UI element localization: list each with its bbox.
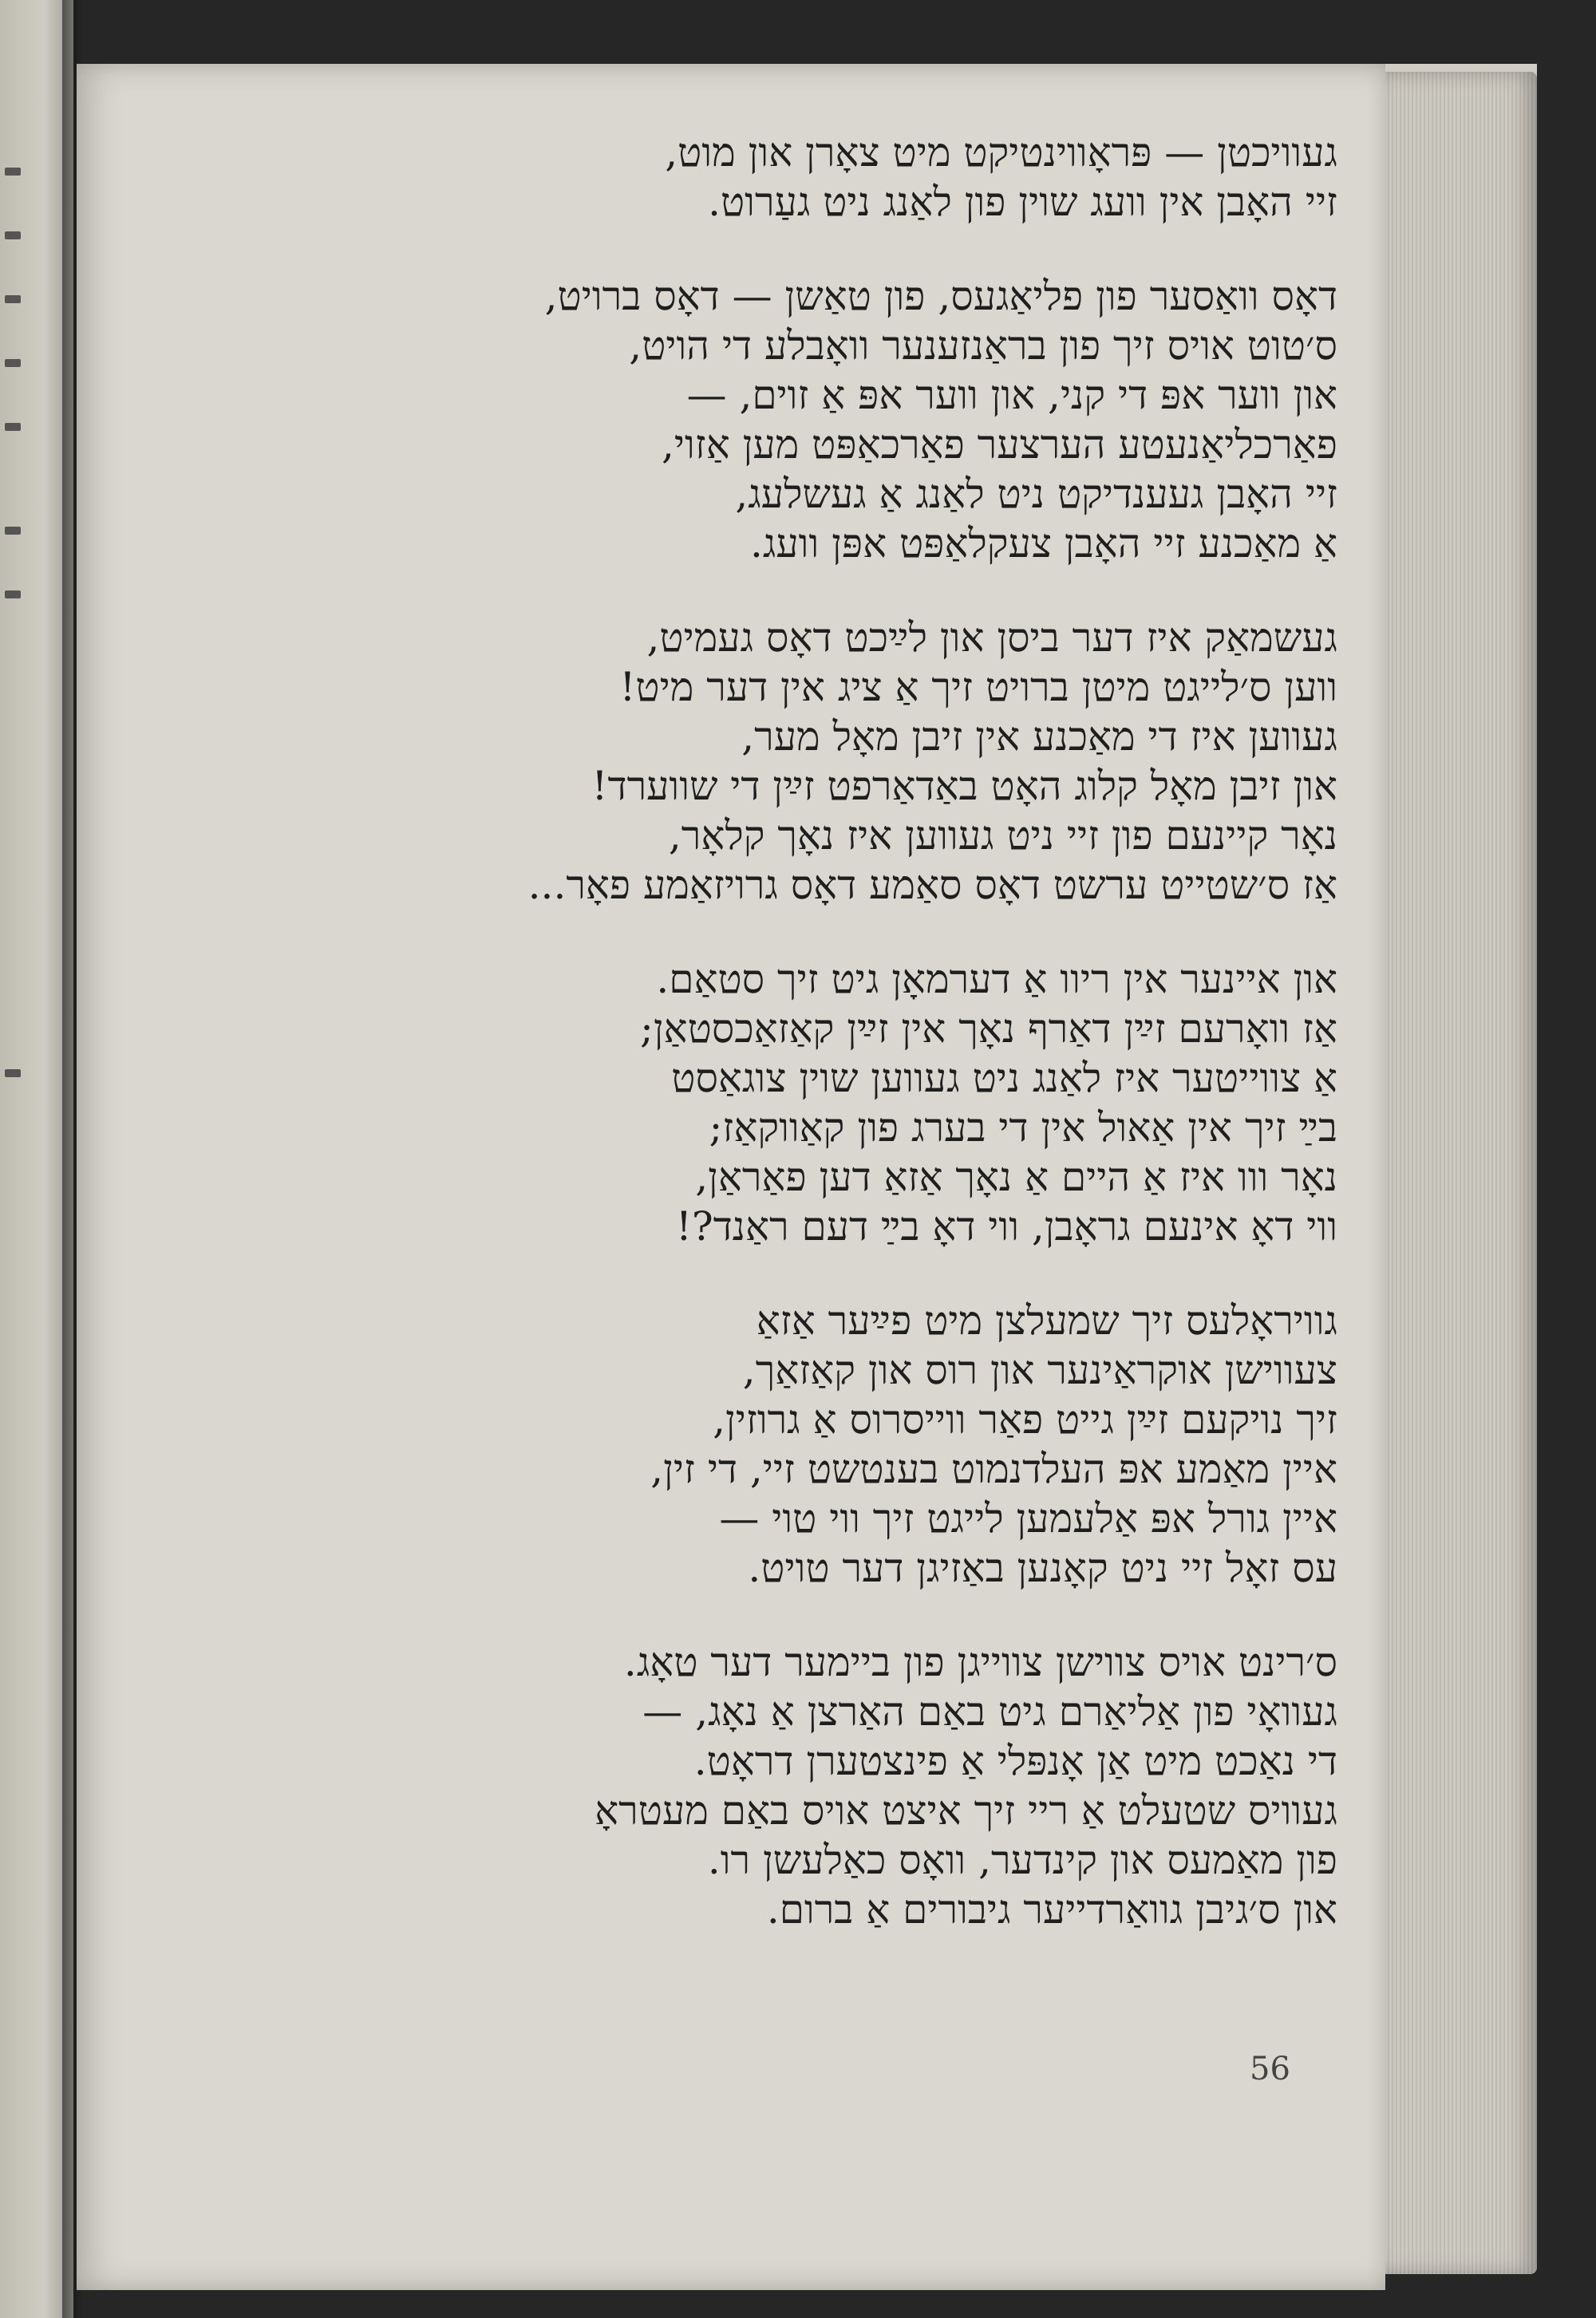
left-page-glyph: [5, 359, 21, 367]
poem-line: און ווער אפּ די קני, און ווער אפּ אַ זוים, —: [686, 372, 1337, 418]
left-page-glyph: [5, 590, 21, 598]
poem-line: צעווישן אוקראַינער און רוס און קאַזאַך,: [742, 1347, 1337, 1393]
poem-line: איין מאַמע אפּ העלדנמוט בענטשט זיי, די זין,: [650, 1446, 1337, 1492]
poem-line: ווען ס׳לייגט מיטן ברויט זיך אַ ציג אין דער מיט!: [619, 664, 1337, 710]
poem-line: בײַ זיך אין אַאול אין די בערג פון קאַווקאַז;: [709, 1104, 1337, 1151]
poem-line: אַז ס׳שטייט ערשט דאָס סאַמע דאָס גרויזאַמע פאָר...: [527, 862, 1337, 908]
poem-line: נאָר קיינעם פון זיי ניט געווען איז נאָך קלאָר,: [668, 812, 1337, 859]
page-number: 56: [1250, 2051, 1290, 2087]
poem-line: אַז וואָרעם זײַן דאַרף נאָך אין זײַן קאַזאַכסטאַן;: [639, 1005, 1337, 1052]
poem-line: גוויראָלעס זיך שמעלצן מיט פײַער אַזאַ: [756, 1297, 1337, 1344]
poem-line: געווען איז די מאַכנע אין זיבן מאָל מער,: [741, 713, 1337, 760]
poem-line: ס׳טוט אויס זיך פון בראַנזענער וואָבלע די הויט,: [629, 322, 1337, 369]
poem-line: זיי האָבן אין וועג שוין פון לאַנג ניט געַרוט.: [708, 179, 1337, 225]
poem-line: פון מאַמעס און קינדער, וואָס כאַלעשן רו.: [707, 1837, 1337, 1883]
poem-line: זיי האָבן געענדיקט ניט לאַנג אַ געשלעג,: [735, 471, 1337, 517]
stanza: [236, 1296, 1337, 1593]
page-edges: [1385, 72, 1537, 2274]
poem-line: דאָס וואַסער פון פליאַגעס, פון טאַשן — דאָס ברויט,: [544, 273, 1337, 319]
poem-line: געשמאַק איז דער ביסן און לײַכט דאָס געמיט,: [646, 614, 1337, 661]
poem-line: איין גורל אפּ אַלעמען לייגט זיך ווי טוי —: [719, 1495, 1337, 1542]
left-page-glyph: [5, 423, 21, 431]
poem-line: אַ מאַכנע זיי האָבן צעקלאַפּט אפּן וועג.: [749, 520, 1337, 567]
poem-line: געוויכטן — פּראָווינטיקט מיט צאָרן און מוט,: [665, 129, 1337, 176]
poem-line: די נאַכט מיט אַן אָנפּלי אַ פינצטערן דראָט.: [693, 1738, 1337, 1784]
poem-line: געוואָי פון אַליאַרם גיט באַם האַרצן אַ נאָג, —: [642, 1688, 1337, 1735]
left-page-glyph: [5, 168, 21, 176]
book-page: [77, 64, 1385, 2290]
left-page-glyph: [5, 231, 21, 239]
stanza: [236, 613, 1337, 910]
poem-line: ס׳רינט אויס צווישן צווייגן פון ביימער דער טאָג.: [623, 1639, 1337, 1685]
poem-line: ווי דאָ אינעם גראָבן, ווי דאָ בײַ דעם ראַנד?!: [675, 1203, 1337, 1250]
stanza: [236, 1637, 1337, 1934]
left-page-glyph: [5, 527, 21, 535]
poem-line: געוויס שטעלט אַ ריי זיך איצט אויס באַם מעטראָ: [595, 1787, 1337, 1834]
poem-line: פאַרכליאַנעטע הערצער פאַרכאַפּט מען אַזוי,: [661, 421, 1337, 468]
stanza: [236, 271, 1337, 568]
poem-line: עס זאָל זיי ניט קאָנען באַזיגן דער טויט.: [748, 1545, 1337, 1591]
stanza: [236, 954, 1337, 1251]
left-page-glyph: [5, 295, 21, 303]
poem-line: און ס׳גיבן גוואַרדייער גיבורים אַ ברום.: [766, 1886, 1337, 1933]
poem-line: און זיבן מאָל קלוג האָט באַדאַרפט זײַן די שווערד!: [591, 763, 1337, 809]
poem-line: נאָר ווו איז אַ היים אַ נאָך אַזאַ דען פאַראַן,: [695, 1154, 1337, 1200]
poem-text: [236, 128, 1337, 1979]
poem-line: אַ צווייטער איז לאַנג ניט געווען שוין צוגאַסט: [671, 1055, 1337, 1101]
poem-line: און איינער אין ריוו אַ דערמאָן גיט זיך סטאַם.: [656, 956, 1337, 1002]
poem-line: זיך נויקעם זײַן גייט פאַר ווייסרוס אַ גרוזין,: [713, 1396, 1337, 1443]
left-page-glyph: [5, 1069, 21, 1077]
stanza: [236, 128, 1337, 227]
